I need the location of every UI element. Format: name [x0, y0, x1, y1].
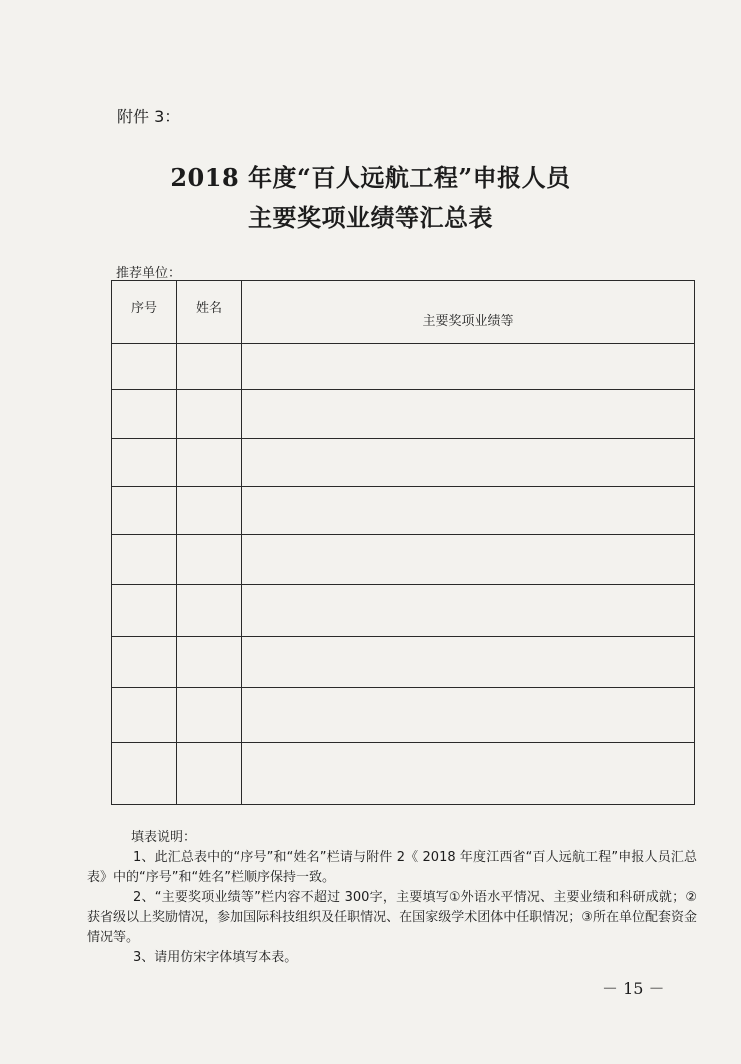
- cell-achievements[interactable]: [242, 487, 695, 535]
- cell-achievements[interactable]: [242, 743, 695, 805]
- table-row: [112, 390, 695, 439]
- cell-serial[interactable]: [112, 344, 177, 390]
- recommending-unit-label: 推荐单位：: [116, 266, 182, 281]
- cell-achievements[interactable]: [242, 390, 695, 439]
- cell-serial[interactable]: [112, 439, 177, 487]
- table-header-row: [112, 281, 695, 344]
- table-row: [112, 439, 695, 487]
- table-row: [112, 743, 695, 805]
- cell-achievements[interactable]: [242, 439, 695, 487]
- table-row: [112, 637, 695, 688]
- table-row: [112, 688, 695, 743]
- cell-serial[interactable]: [112, 637, 177, 688]
- cell-name[interactable]: [177, 637, 242, 688]
- cell-achievements[interactable]: [242, 585, 695, 637]
- instruction-item-2: 2、“主要奖项业绩等”栏内容不超过 300字，主要填写①外语水平情况、主要业绩和科研成就；②获省级以上奖励情况，参加国际科技组织及任职情况、在国家级学术团体中任职情况；③所在单位配套资金情况等。: [87, 890, 697, 945]
- table-row: [112, 344, 695, 390]
- cell-name[interactable]: [177, 743, 242, 805]
- summary-table: [111, 280, 695, 805]
- table-row: [112, 585, 695, 637]
- header-main-achievements: 主要奖项业绩等: [242, 281, 695, 344]
- cell-name[interactable]: [177, 535, 242, 585]
- cell-serial[interactable]: [112, 535, 177, 585]
- filling-instructions: [87, 828, 697, 968]
- cell-name[interactable]: [177, 439, 242, 487]
- cell-serial[interactable]: [112, 688, 177, 743]
- header-name: 姓名: [177, 281, 242, 344]
- cell-name[interactable]: [177, 688, 242, 743]
- page-number: － 15 －: [602, 979, 665, 998]
- cell-serial[interactable]: [112, 487, 177, 535]
- cell-achievements[interactable]: [242, 688, 695, 743]
- cell-achievements[interactable]: [242, 637, 695, 688]
- cell-name[interactable]: [177, 487, 242, 535]
- instruction-item-3: 3、请用仿宋字体填写本表。: [133, 950, 298, 965]
- cell-achievements[interactable]: [242, 535, 695, 585]
- document-title-line-2: 主要奖项业绩等汇总表: [248, 203, 493, 232]
- cell-achievements[interactable]: [242, 344, 695, 390]
- instruction-item-1: 1、此汇总表中的“序号”和“姓名”栏请与附件 2《 2018 年度江西省“百人远航工程”申报人员汇总表》中的“序号”和“姓名”栏顺序保持一致。: [87, 850, 697, 885]
- document-title-line-1: 2018 年度“百人远航工程”申报人员: [170, 163, 571, 192]
- cell-serial[interactable]: [112, 585, 177, 637]
- cell-name[interactable]: [177, 585, 242, 637]
- cell-serial[interactable]: [112, 743, 177, 805]
- table-row: [112, 535, 695, 585]
- attachment-label: 附件 3：: [117, 107, 181, 126]
- instructions-heading: 填表说明：: [131, 830, 197, 845]
- cell-serial[interactable]: [112, 390, 177, 439]
- header-serial-number: 序号: [112, 281, 177, 344]
- cell-name[interactable]: [177, 344, 242, 390]
- table-row: [112, 487, 695, 535]
- cell-name[interactable]: [177, 390, 242, 439]
